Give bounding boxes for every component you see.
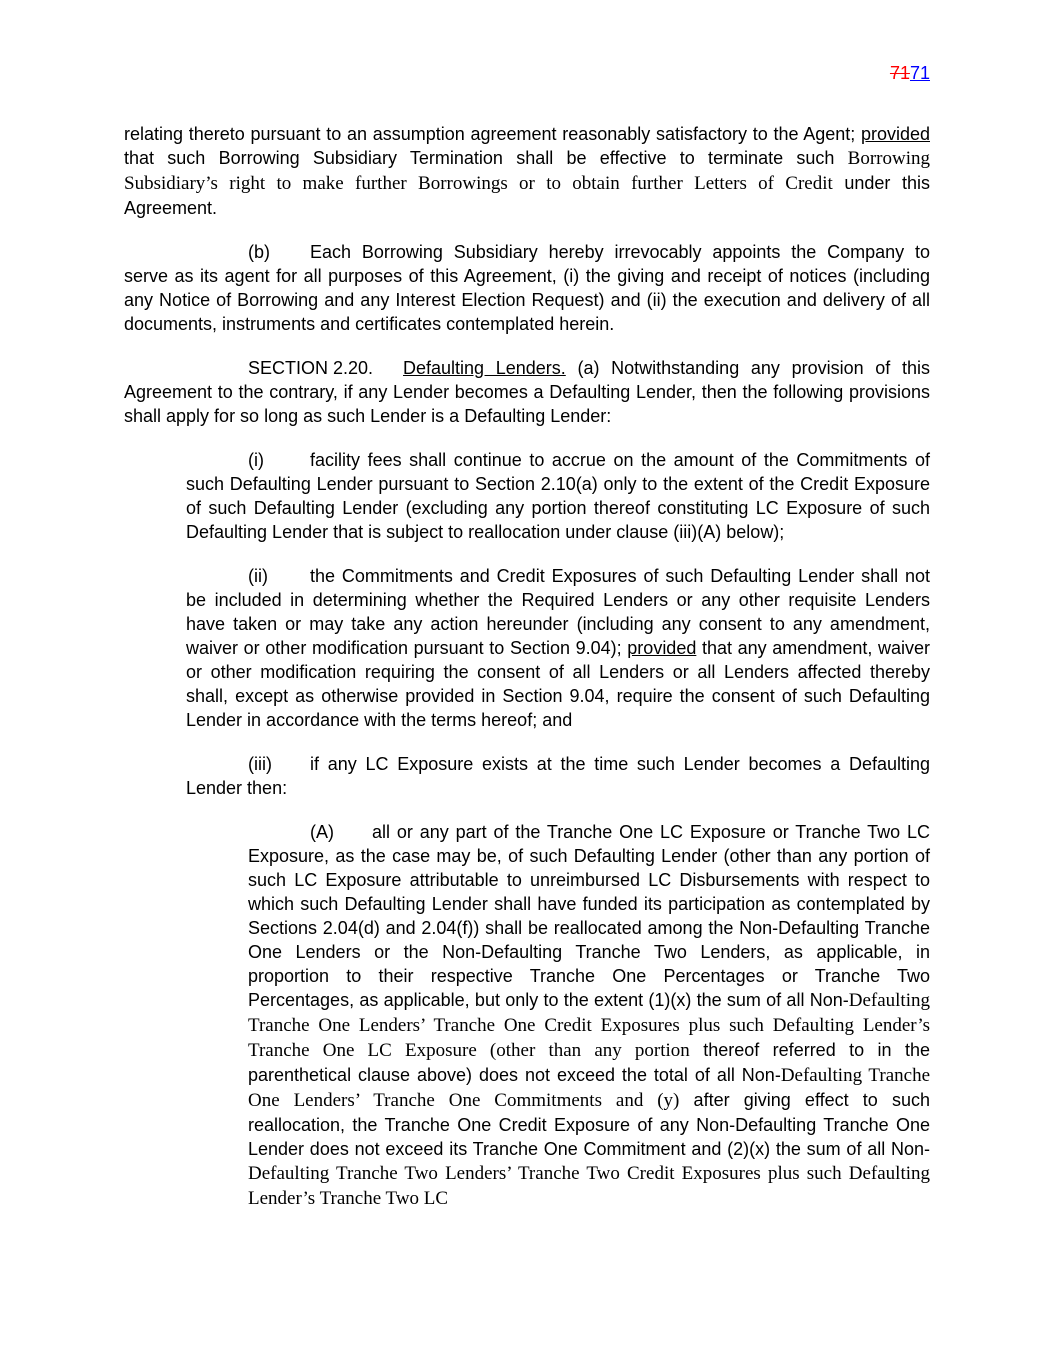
page-number — [890, 63, 930, 84]
page-number-inserted: 71 — [909, 63, 930, 83]
paragraph-b: (b) Each Borrowing Subsidiary hereby irrevocably appoints the Company to serve as its agent for all purposes of this Agreement, (i) the giving and receipt of notices (including any Notice of Borrowing and any Interest Election Request) and (ii) the execution and delivery of all documents, instruments and certificates contemplated herein. — [124, 242, 930, 334]
section-2-20: SECTION 2.20. Defaulting Lenders. (a) Notwithstanding any provision of this Agreement to the contrary, if any Lender becomes a Defaulting Lender, then the following provisions shall apply for so long as such Lender is a Defaulting Lender: — [124, 358, 930, 426]
section-label: SECTION 2.20. — [248, 358, 374, 378]
clause-ii: (ii) the Commitments and Credit Exposures of such Defaulting Lender shall not be included in determining whether the Required Lenders or any other requisite Lenders have taken or may take any action hereunder (including any consent to any amendment, waiver or other modification pursuant to Section 9.04); provided that any amendment, waiver or other modification requiring the consent of all Lenders or all Lenders affected thereby shall, except as otherwise provided in Section 9.04, require the consent of such Defaulting Lender in accordance with the terms hereof; and — [186, 566, 930, 730]
provided-term: provided — [860, 124, 930, 144]
page-number-deleted: 71 — [889, 63, 910, 83]
clause-iii-label: (iii) — [248, 754, 272, 774]
provided-term: provided — [627, 638, 697, 658]
clause-A: (A) all or any part of the Tranche One LC Exposure or Tranche Two LC Exposure, as the case may be, of such Defaulting Lender (other than any portion of such LC Exposure attributable to unreimbursed LC Disbursements with respect to which such Defaulting Lender shall have funded its participation as contemplated by Sections 2.04(d) and 2.04(f)) shall be reallocated among the Non-Defaulting Tranche One Lenders or the Non-Defaulting Tranche Two Lenders, as applicable, in proportion to their respective Tranche One Percentages or Tranche Two Percentages, as applicable, but only to the extent (1)(x) the sum of all Non-Defaulting Tranche One Lenders’ Tranche One Credit Exposures plus such Defaulting Lender’s Tranche One LC Exposure (other than any portion thereof referred to in the parenthetical clause above) does not exceed the total of all Non-Defaulting Tranche One Lenders’ Tranche One Commitments and (y) after giving effect to such reallocation, the Tranche One Credit Exposure of any Non-Defaulting Tranche One Lender does not exceed its Tranche One Commitment and (2)(x) the sum of all Non-Defaulting Tranche Two Lenders’ Tranche Two Credit Exposures plus such Defaulting Lender’s Tranche Two LC — [248, 822, 930, 1209]
section-title: Defaulting Lenders. — [403, 358, 566, 378]
clause-i: (i) facility fees shall continue to accrue on the amount of the Commitments of such Defaulting Lender pursuant to Section 2.10(a) only to the extent of the Credit Exposure of such Defaulting Lender (excluding any portion thereof constituting LC Exposure of such Defaulting Lender that is subject to reallocation under clause (iii)(A) below); — [186, 450, 930, 542]
document-body — [124, 122, 930, 1211]
paragraph-b-label: (b) — [248, 242, 270, 262]
paragraph-continuation: relating thereto pursuant to an assumption agreement reasonably satisfactory to the Agent; provided that such Borrowing Subsidiary Termination shall be effective to terminate such Borrowing Subsidiary’s right to make further Borrowings or to obtain further Letters of Credit under this Agreement. — [124, 124, 930, 218]
clause-ii-label: (ii) — [248, 566, 268, 586]
clause-A-label: (A) — [310, 822, 334, 842]
clause-i-label: (i) — [248, 450, 264, 470]
clause-iii: (iii) if any LC Exposure exists at the time such Lender becomes a Defaulting Lender then: — [186, 754, 930, 798]
